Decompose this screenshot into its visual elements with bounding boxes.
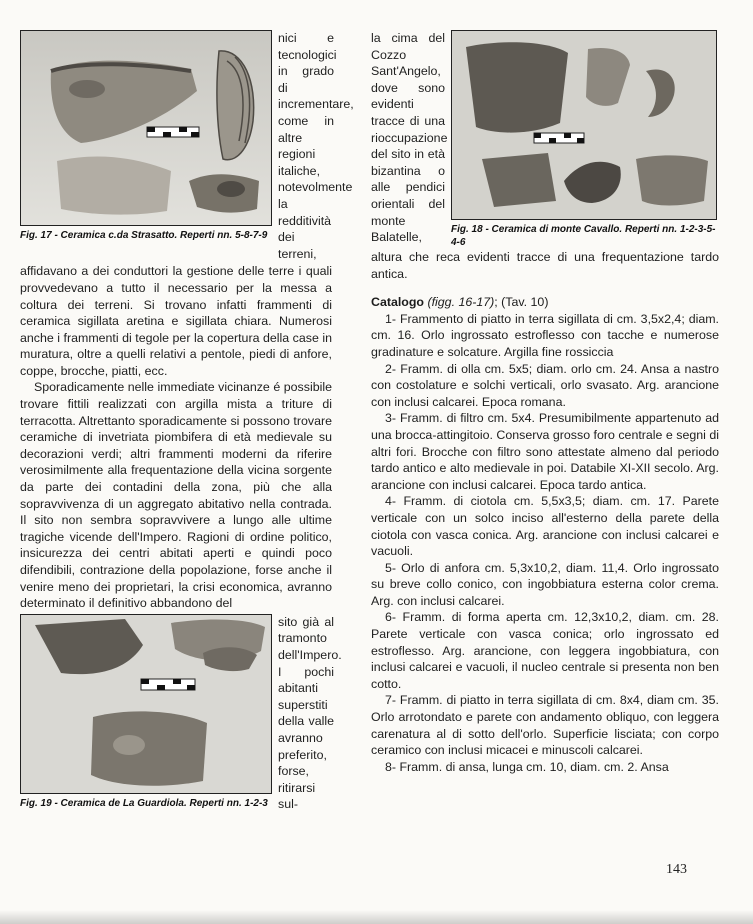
catalog-item: 3- Framm. di filtro cm. 5x4. Presumibilmente appartenuto ad una brocca-attingitoio. Conserva grosso foro centrale e segni di altri fori. Brocche con filtro sono attestate almeno dal periodo tardo antico e alto medievale in poi. Databile XI-XII secolo. Arg. arancione con inclusi calcarei. Epoca tardo antica. xyxy=(371,411,719,492)
fig17-block xyxy=(20,30,354,262)
right-text-after-fig18: altura che reca evidenti tracce di una frequentazione tardo antica. xyxy=(371,250,719,281)
fig19-caption: Fig. 19 - Ceramica de La Guardiola. Reperti nn. 1-2-3 xyxy=(20,797,268,809)
catalog-tav-ref: ; (Tav. 10) xyxy=(494,295,549,310)
fig17-photo xyxy=(20,30,272,226)
left-text-paragraph-2: Sporadicamente nelle immediate vicinanze é possibile trovare fittili realizzati con argilla mista a triture di terracotta. Altrettanto sporadicamente si possono trovare ceramiche di invetriata piombifera di età medievale su decorazioni verdi; altri frammenti moderni da riferire verosimilmente alla frequentazione della vicina sorgente da parte dei contadini della zona, più che alla sopravvivenza di un aggregato abitativo nella contrada. Il sito non sembra sopravvivere a lungo alle ultime tragiche vicende dell'Impero. Ragioni di ordine politico, insicurezza dei centri abitati aperti e quindi poco difendibili, contrazione della popolazione, forse anche il venire meno dei proprietari, la crisi economica, avranno determinato il definitivo abbandono del xyxy=(20,380,332,611)
left-column xyxy=(20,30,354,813)
fig19-photo xyxy=(20,614,272,794)
fig19-block xyxy=(20,614,342,813)
catalog-list xyxy=(371,311,719,776)
text-beside-fig17: nici e tecnologici in grado di incrementare, come in altre regioni italiche, notevolmente la redditività dei terreni, xyxy=(278,31,354,261)
catalog-item: 1- Frammento di piatto in terra sigillata di cm. 3,5x2,4; diam. cm. 16. Orlo ingrossato estroflesso con tacche e numerose gradinature e solcature. Argilla fine rossiccia xyxy=(371,311,719,359)
catalog-figure-refs: (figg. 16-17) xyxy=(427,295,495,310)
fig18-figure xyxy=(451,30,717,249)
fig17-figure xyxy=(20,30,272,262)
fig18-photo xyxy=(451,30,717,220)
fig18-block xyxy=(371,30,719,249)
catalog-item: 7- Framm. di piatto in terra sigillata di cm. 8x4, diam cm. 35. Orlo arrotondato e parete con andamento obliquo, con leggera carenatura al di sotto dell'orlo. Superficie lisciata; con corpo ceramico con inclusi micacei e minuscoli calcarei. xyxy=(371,693,719,758)
page-number: 143 xyxy=(666,862,687,877)
fig17-caption: Fig. 17 - Ceramica c.da Strasatto. Reperti nn. 5-8-7-9 xyxy=(20,230,268,241)
text-beside-fig19: sito già al tramonto dell'Impero. I pochi abitanti superstiti della valle avranno preferito, forse, ritirarsi sul- xyxy=(278,614,342,812)
catalog-item: 5- Orlo di anfora cm. 5,3x10,2, diam. 11,4. Orlo ingrossato su breve collo conico, con ingobbiatura esterna color crema. Arg. con inclusi calcarei. xyxy=(371,560,719,608)
fig18-ceramics-image xyxy=(452,31,717,220)
fig19-scale-bar xyxy=(141,679,195,690)
fig18-scale-bar xyxy=(534,133,584,143)
catalog-item: 4- Framm. di ciotola cm. 5,5x3,5; diam. cm. 17. Parete verticale con un solco inciso all'esterno della parete della ciotola con vasca conica. Arg. arancione con inclusi calcarei e vacuoli. xyxy=(371,494,719,559)
right-column xyxy=(371,30,719,775)
catalog-label: Catalogo xyxy=(371,295,425,310)
catalog-item: 8- Framm. di ansa, lunga cm. 10, diam. cm. 2. Ansa xyxy=(385,759,669,774)
fig19-ceramics-image xyxy=(21,615,272,794)
catalog-heading xyxy=(371,294,719,311)
catalog-item: 6- Framm. di forma aperta cm. 12,3x10,2, diam. cm. 28. Parete verticale con vasca conica; orlo ingrossato ed estroflesso. Arg. arancione, con leggera ingobbiatura, con inclusi calcarei e vacuoli, il nucleo centrale si presenta non ben cotto. xyxy=(371,610,719,691)
fig18-caption: Fig. 18 - Ceramica di monte Cavallo. Reperti nn. 1-2-3-5-4-6 xyxy=(451,224,716,248)
left-text-paragraph-1: affidavano a dei conduttori la gestione delle terre i quali provvedevano a tutto il necessario per la messa a coltura dei terreni. Si trovano infatti frammenti di ceramica sigillata aretina e sigillata chiara. Numerosi anche i frammenti di tegole per la copertura della case in muratura, oltre a quelli relativi a pentole, piedi di anfore, coppe, brocche, piatti, ecc. Sporadicamente nelle immediate vicinanze é possibile trovare fittili realizzati con argilla mista a triture di terracotta. Altrettanto sporadicamente si possono trovare ceramiche di invetriata piombifera di età medievale su decorazioni verdi; altri frammenti moderni da riferire verosimilmente alla frequentazione della vicina sorgente da parte dei contadini della zona, più che alla sopravvivenza di un aggregato abitativo nella contrada. Il sito non sembra sopravvivere a lungo alle ultime tragiche vicende dell'Impero. Ragioni di ordine politico, insicurezza dei centri abitati aperti e quindi poco difendibili, contrazione della popolazione, forse anche il venire meno dei proprietari, la crisi economica, avranno determinato il definitivo abbandono del xyxy=(20,264,332,611)
catalog-item: 2- Framm. di olla cm. 5x5; diam. orlo cm. 24. Ansa a nastro con costolature e solchi verticali, orlo svasato. Arg. arancione con inclusi calcarei. Epoca romana. xyxy=(371,361,719,409)
text-beside-fig18: la cima del Cozzo Sant'Angelo, dove sono evidenti tracce di una rioccupazione del sito in età bizantina o alle pendici orientali del monte Balatelle, xyxy=(371,31,448,245)
fig17-scale-bar xyxy=(147,127,199,137)
page-bottom-shadow xyxy=(0,910,753,924)
fig17-ceramics-image xyxy=(21,31,272,226)
fig19-figure xyxy=(20,614,272,813)
